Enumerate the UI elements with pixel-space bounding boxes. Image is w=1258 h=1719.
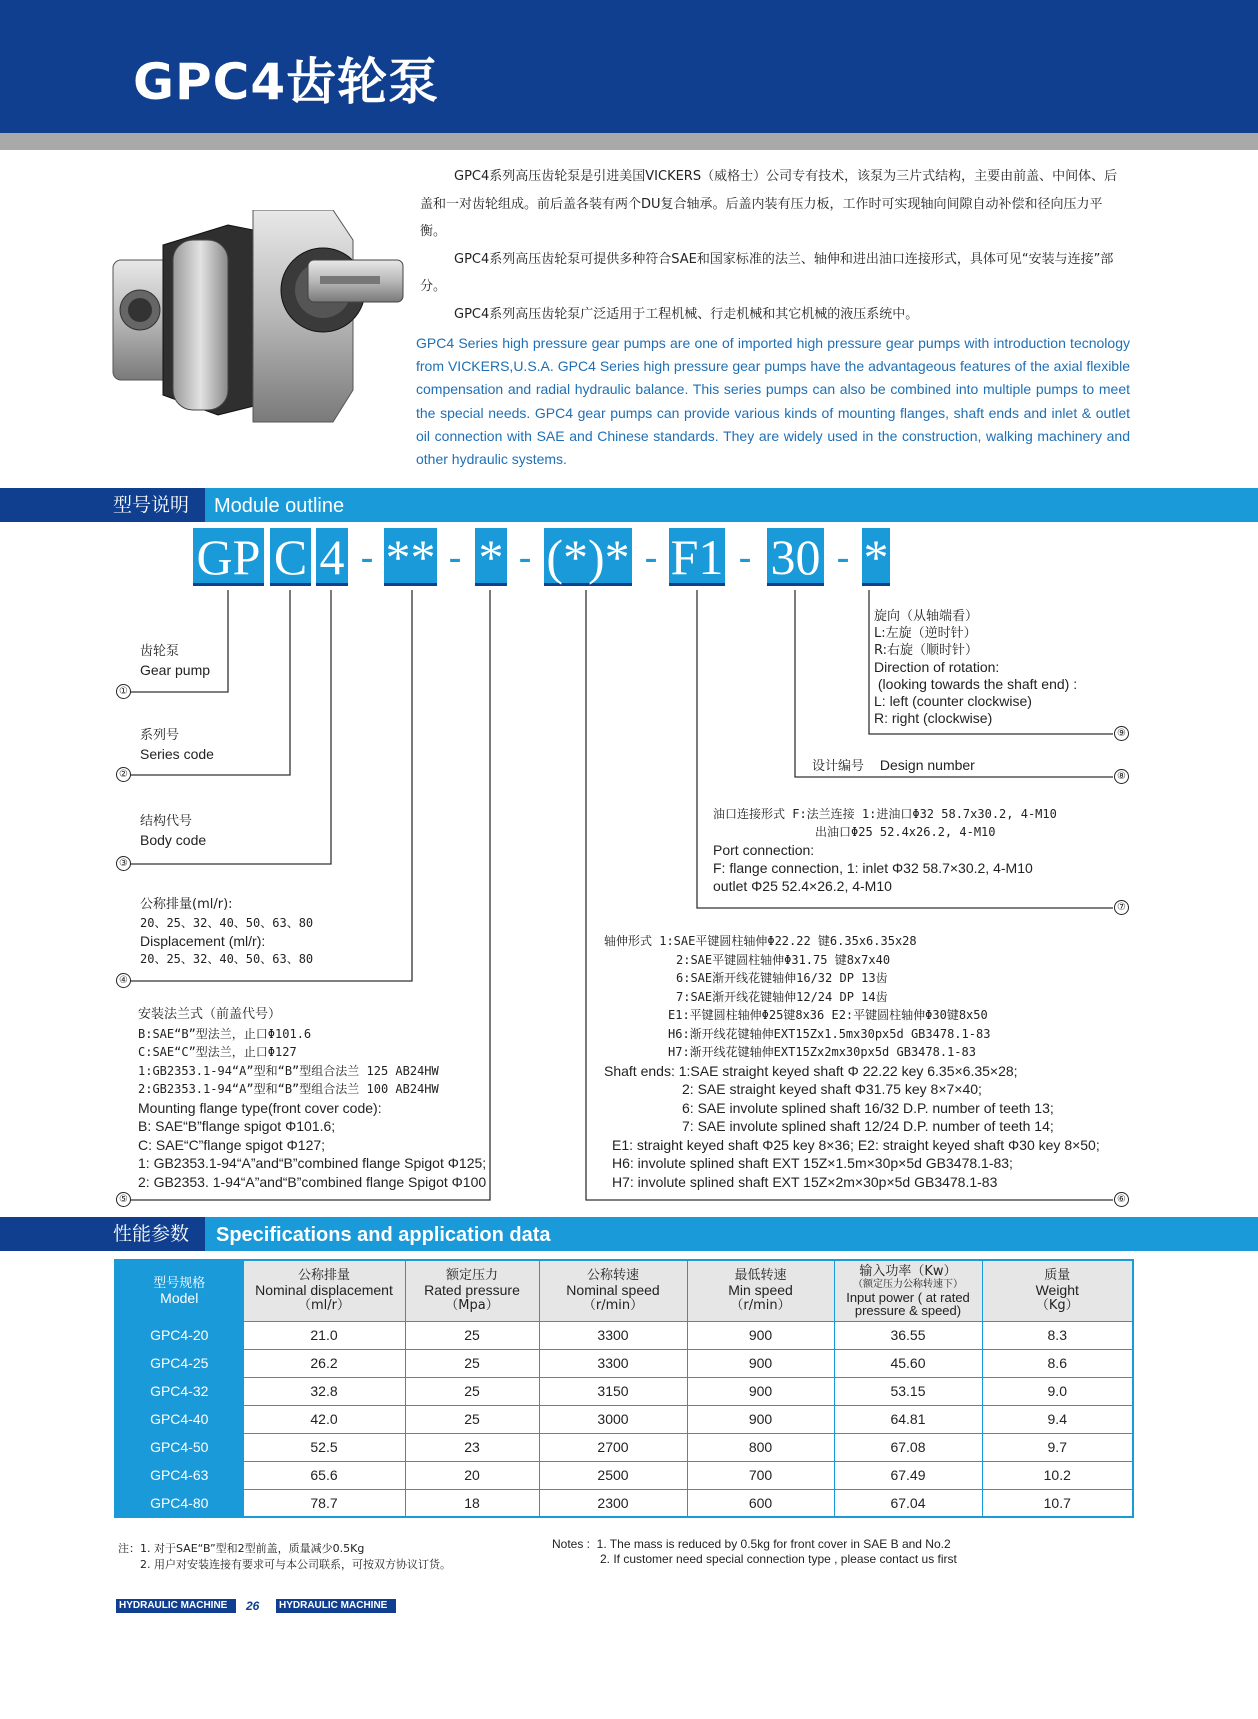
table-cell: 2700: [539, 1433, 687, 1461]
item-5-line: 2:GB2353.1-94“A”型和“B”型组合法兰 100 AB24HW: [138, 1082, 439, 1096]
table-cell: 900: [687, 1405, 834, 1433]
table-cell: 53.15: [834, 1377, 982, 1405]
intro-english: GPC4 Series high pressure gear pumps are one of imported high pressure gear pumps with introduction tecnology from VICKERS,U.S.A. GPC4 Series high pressure gear pumps have the advantageous features of the axial flexible compensation and radial hydraulic balance. This series pumps can also be combined into multiple pumps to meet the special needs. GPC4 gear pumps can provide various kinds of mounting flanges, shaft ends and inlet & outlet oil connection with SAE and Chinese standards. They are widely used in the construction, walking machinery and other hydraulic systems.: [416, 335, 1130, 468]
item-8-label: [812, 756, 975, 776]
specs-table: [114, 1259, 1134, 1518]
notes-english: [552, 1537, 957, 1567]
page-number: 26: [246, 1599, 260, 1613]
table-cell: 25: [405, 1405, 539, 1433]
item-7-line: outlet Φ25 52.4×26.2, 4-M10: [713, 878, 892, 894]
code-shaft: (*)*: [544, 528, 632, 586]
item-2-number: ②: [116, 767, 131, 782]
code-dash-6: -: [836, 536, 850, 580]
item-7-line: 油口连接形式 F:法兰连接 1:进油口Φ32 58.7x30.2, 4-M10: [713, 807, 1057, 821]
table-cell: 2300: [539, 1489, 687, 1517]
specs-title-en: Specifications and application data: [216, 1224, 551, 1246]
table-cell: 900: [687, 1321, 834, 1349]
item-5-line: 1: GB2353.1-94“A”and“B”combined flange Spigot Φ125;: [138, 1155, 487, 1171]
item-5-line: 1:GB2353.1-94“A”型和“B”型组合法兰 125 AB24HW: [138, 1063, 439, 1078]
item-3-label: [140, 813, 206, 849]
table-cell: 3000: [539, 1405, 687, 1433]
table-cell: 25: [405, 1377, 539, 1405]
table-cell: 3300: [539, 1321, 687, 1349]
note-en-1: Notes : 1. The mass is reduced by 0.5kg for front cover in SAE B and No.2: [552, 1537, 951, 1551]
header-cn: 公称排量: [297, 1268, 350, 1284]
table-row: [115, 1349, 1133, 1377]
item-4-en: Displacement (ml/r):: [140, 933, 266, 949]
item-5-line: C:SAE“C”型法兰，止口Φ127: [138, 1045, 297, 1059]
page-title: GPC4齿轮泵: [133, 53, 440, 111]
code-4: 4: [316, 528, 348, 586]
item-1-en: Gear pump: [140, 662, 211, 678]
item-7-line: F: flange connection, 1: inlet Φ32 58.7×30.2, 4-M10: [713, 860, 1033, 876]
module-outline-title-en: Module outline: [214, 495, 345, 517]
header-pressure: [405, 1260, 539, 1321]
table-cell: 700: [687, 1461, 834, 1489]
table-cell: 8.3: [982, 1321, 1133, 1349]
table-cell: 42.0: [243, 1405, 405, 1433]
header-en: Model: [160, 1289, 199, 1306]
item-6-line: E1: straight keyed shaft Φ25 key 8×36; E2: straight keyed shaft Φ30 key 8×50;: [612, 1136, 1100, 1153]
item-7-number: ⑦: [1114, 900, 1129, 915]
table-row: [115, 1461, 1133, 1489]
header-cn: 公称转速: [586, 1268, 639, 1284]
header-model: [115, 1260, 243, 1321]
item-8-number: ⑧: [1114, 769, 1129, 784]
table-cell-model: GPC4-80: [115, 1489, 243, 1517]
table-cell: 800: [687, 1433, 834, 1461]
header-nominal-speed: [539, 1260, 687, 1321]
item-7-line: Port connection:: [713, 842, 815, 858]
item-9-line: (looking towards the shaft end) :: [874, 676, 1078, 692]
header-en: Input power ( at rated: [846, 1289, 970, 1305]
item-9-label: [874, 608, 1077, 727]
table-row: [115, 1377, 1133, 1405]
table-cell: 900: [687, 1377, 834, 1405]
header-displacement: [243, 1260, 405, 1321]
intro-cn-paragraph-2: GPC4系列高压齿轮泵可提供多种符合SAE和国家标准的法兰、轴伸和进出油口连接形式，具体可见“安装与连接”部分。: [420, 251, 1114, 294]
item-6-line: H6:渐开线花键轴伸EXT15Zx1.5mx30px5d GB3478.1-83: [668, 1026, 991, 1041]
table-cell: 26.2: [243, 1349, 405, 1377]
table-cell: 9.4: [982, 1405, 1133, 1433]
table-cell: 21.0: [243, 1321, 405, 1349]
table-cell-model: GPC4-25: [115, 1349, 243, 1377]
item-6-line: 2: SAE straight keyed shaft Φ31.75 key 8×7×40;: [682, 1081, 982, 1097]
code-dash-4: -: [644, 536, 658, 580]
header-cn: 质量: [1044, 1268, 1071, 1284]
table-cell: 23: [405, 1433, 539, 1461]
header-cn: 最低转速: [734, 1268, 787, 1284]
table-cell: 45.60: [834, 1349, 982, 1377]
table-cell-model: GPC4-63: [115, 1461, 243, 1489]
code-gp: GP: [193, 528, 264, 586]
table-cell: 2500: [539, 1461, 687, 1489]
code-c: C: [270, 528, 311, 586]
item-1-label: [140, 643, 210, 679]
item-6-line: 6: SAE involute splined shaft 16/32 D.P. number of teeth 13;: [682, 1099, 1054, 1116]
header-unit: （Kg）: [1035, 1298, 1079, 1314]
item-9-line: R:右旋（顺时针）: [874, 643, 979, 658]
specs-table-body: [115, 1321, 1133, 1517]
item-4-cn: 公称排量(ml/r):: [140, 897, 233, 912]
code-port: F1: [670, 529, 724, 585]
table-cell: 52.5: [243, 1433, 405, 1461]
intro-cn-paragraph-3: GPC4系列高压齿轮泵广泛适用于工程机械、行走机械和其它机械的液压系统中。: [454, 306, 919, 322]
header-en: Weight: [1035, 1282, 1079, 1299]
item-2-en: Series code: [140, 746, 214, 762]
table-cell: 9.0: [982, 1377, 1133, 1405]
header-cn: 输入功率（Kw）: [859, 1263, 957, 1279]
note-cn-2: 2. 用户对安装连接有要求可与本公司联系，可按双方协议订货。: [140, 1558, 451, 1571]
item-9-line: 旋向（从轴端看）: [874, 609, 979, 624]
specs-title-cn: 性能参数: [0, 1217, 205, 1251]
table-cell: 25: [405, 1321, 539, 1349]
table-cell: 3150: [539, 1377, 687, 1405]
table-cell: 67.08: [834, 1433, 982, 1461]
item-3-cn: 结构代号: [140, 814, 193, 829]
item-4-label: [140, 896, 313, 968]
table-cell: 25: [405, 1349, 539, 1377]
item-8-cn: 设计编号: [812, 759, 865, 774]
header-unit: （r/min）: [730, 1298, 791, 1314]
item-2-label: [140, 727, 214, 763]
item-6-line: H6: involute splined shaft EXT 15Z×1.5m×30p×5d GB3478.1-83;: [612, 1155, 1013, 1171]
code-dash-3: -: [518, 536, 532, 580]
table-row: [115, 1433, 1133, 1461]
header-cn2: （额定压力公称转速下）: [853, 1278, 963, 1290]
header-unit: （r/min）: [582, 1298, 644, 1314]
code-dash-2: -: [448, 536, 462, 580]
item-2-cn: 系列号: [140, 728, 180, 743]
intro-cn-paragraph-1: GPC4系列高压齿轮泵是引进美国VICKERS（威格士）公司专有技术，该泵为三片式结构，主要由前盖、中间体、后盖和一对齿轮组成。前后盖各装有两个DU复合轴承。后盖内装有压力板，工作时可实现轴向间隙自动补偿和径向压力平衡。: [420, 169, 1118, 239]
item-4-cn-values: 20、25、32、40、50、63、80: [140, 916, 314, 930]
header-cn: 型号规格: [153, 1275, 206, 1291]
item-6-line: E1:平键圆柱轴伸Φ25键8x36 E2:平键圆柱轴伸Φ30键8x50: [668, 1008, 988, 1022]
header-en: Nominal displacement: [255, 1282, 393, 1299]
item-4-number: ④: [116, 973, 131, 988]
item-6-line: 7:SAE渐开线花键轴伸12/24 DP 14齿: [676, 989, 888, 1004]
table-cell: 600: [687, 1489, 834, 1517]
table-cell: 36.55: [834, 1321, 982, 1349]
item-1-number: ①: [116, 684, 131, 699]
code-design: 30: [767, 528, 824, 586]
item-7-line: 出油口Φ25 52.4x26.2, 4-M10: [815, 825, 996, 839]
code-rotation: *: [863, 529, 889, 585]
item-8-en: Design number: [879, 757, 975, 773]
item-5-label: [138, 1006, 486, 1191]
item-9-line: L:左旋（逆时针）: [874, 626, 977, 641]
table-cell: 78.7: [243, 1489, 405, 1517]
table-cell: 9.7: [982, 1433, 1133, 1461]
item-6-line: 2:SAE平键圆柱轴伸Φ31.75 键8x7x40: [676, 952, 891, 967]
table-cell: 3300: [539, 1349, 687, 1377]
code-dash-5: -: [738, 536, 752, 580]
code-displacement: **: [385, 529, 436, 585]
footer-left-tag: HYDRAULIC MACHINE: [116, 1599, 236, 1613]
item-5-line: B:SAE“B”型法兰，止口Φ101.6: [138, 1026, 312, 1041]
item-5-line: 2: GB2353. 1-94“A”and“B”combined flange Spigot Φ100: [138, 1173, 487, 1190]
table-cell: 20: [405, 1461, 539, 1489]
table-cell: 900: [687, 1349, 834, 1377]
table-cell: 10.7: [982, 1489, 1133, 1517]
item-4-en-values: 20、25、32、40、50、63、80: [140, 952, 314, 966]
header-unit: （Mpa）: [445, 1298, 499, 1314]
item-5-line: C: SAE“C”flange spigot Φ127;: [138, 1136, 326, 1153]
item-6-line: Shaft ends: 1:SAE straight keyed shaft Φ 22.22 key 6.35×6.35×28;: [604, 1062, 1018, 1079]
item-9-line: L: left (counter clockwise): [874, 693, 1032, 709]
item-9-line: R: right (clockwise): [874, 710, 993, 726]
table-row: [115, 1321, 1133, 1349]
table-row: [115, 1405, 1133, 1433]
item-6-line: 7: SAE involute splined shaft 12/24 D.P. number of teeth 14;: [682, 1118, 1054, 1134]
header-input-power: [834, 1260, 982, 1321]
table-cell-model: GPC4-50: [115, 1433, 243, 1461]
table-cell-model: GPC4-20: [115, 1321, 243, 1349]
item-5-line: B: SAE“B”flange spigot Φ101.6;: [138, 1118, 336, 1134]
item-5-number: ⑤: [116, 1192, 131, 1207]
module-outline-title-cn: 型号说明: [0, 488, 205, 522]
item-6-number: ⑥: [1114, 1192, 1129, 1207]
table-cell-model: GPC4-32: [115, 1377, 243, 1405]
table-cell: 10.2: [982, 1461, 1133, 1489]
header-en: Rated pressure: [424, 1282, 520, 1299]
item-5-line: Mounting flange type(front cover code):: [138, 1099, 382, 1116]
item-3-number: ③: [116, 856, 131, 871]
header-cn: 额定压力: [445, 1268, 498, 1284]
table-cell-model: GPC4-40: [115, 1405, 243, 1433]
header-en2: pressure & speed): [854, 1302, 962, 1318]
table-row: [115, 1489, 1133, 1517]
header-min-speed: [687, 1260, 834, 1321]
note-en-2: 2. If customer need special connection type , please contact us first: [600, 1552, 957, 1566]
table-cell: 64.81: [834, 1405, 982, 1433]
item-6-label: [604, 932, 1100, 1191]
table-cell: 18: [405, 1489, 539, 1517]
note-cn-1: 注：1. 对于SAE“B”型和2型前盖，质量减少0.5Kg: [118, 1542, 365, 1555]
table-cell: 8.6: [982, 1349, 1133, 1377]
table-cell: 67.49: [834, 1461, 982, 1489]
item-3-en: Body code: [140, 832, 207, 848]
item-6-line: 6:SAE渐开线花键轴伸16/32 DP 13齿: [676, 971, 888, 985]
item-9-number: ⑨: [1114, 726, 1129, 741]
code-flange: *: [475, 528, 507, 586]
item-5-line: 安装法兰式（前盖代号）: [138, 1007, 282, 1022]
header-weight: [982, 1260, 1133, 1321]
table-cell: 32.8: [243, 1377, 405, 1405]
specs-bar: [0, 1217, 1258, 1251]
item-1-cn: 齿轮泵: [140, 644, 180, 659]
header-unit: （ml/r）: [297, 1298, 350, 1314]
item-9-line: Direction of rotation:: [874, 659, 1000, 675]
item-6-line: H7: involute splined shaft EXT 15Z×2m×30p×5d GB3478.1-83: [612, 1173, 998, 1190]
item-7-label: [713, 805, 1057, 895]
table-cell: 65.6: [243, 1461, 405, 1489]
header-en: Min speed: [728, 1282, 793, 1299]
header-en: Nominal speed: [566, 1282, 660, 1299]
footer-right-tag: HYDRAULIC MACHINE: [276, 1599, 396, 1613]
table-header-row: [115, 1260, 1133, 1321]
item-6-line: H7:渐开线花键轴伸EXT15Zx2mx30px5d GB3478.1-83: [668, 1045, 976, 1059]
notes-chinese: [118, 1541, 451, 1573]
item-6-line: 轴伸形式 1:SAE平键圆柱轴伸Φ22.22 键6.35x6.35x28: [604, 934, 917, 948]
code-dash-1: -: [360, 536, 374, 580]
table-cell: 67.04: [834, 1489, 982, 1517]
